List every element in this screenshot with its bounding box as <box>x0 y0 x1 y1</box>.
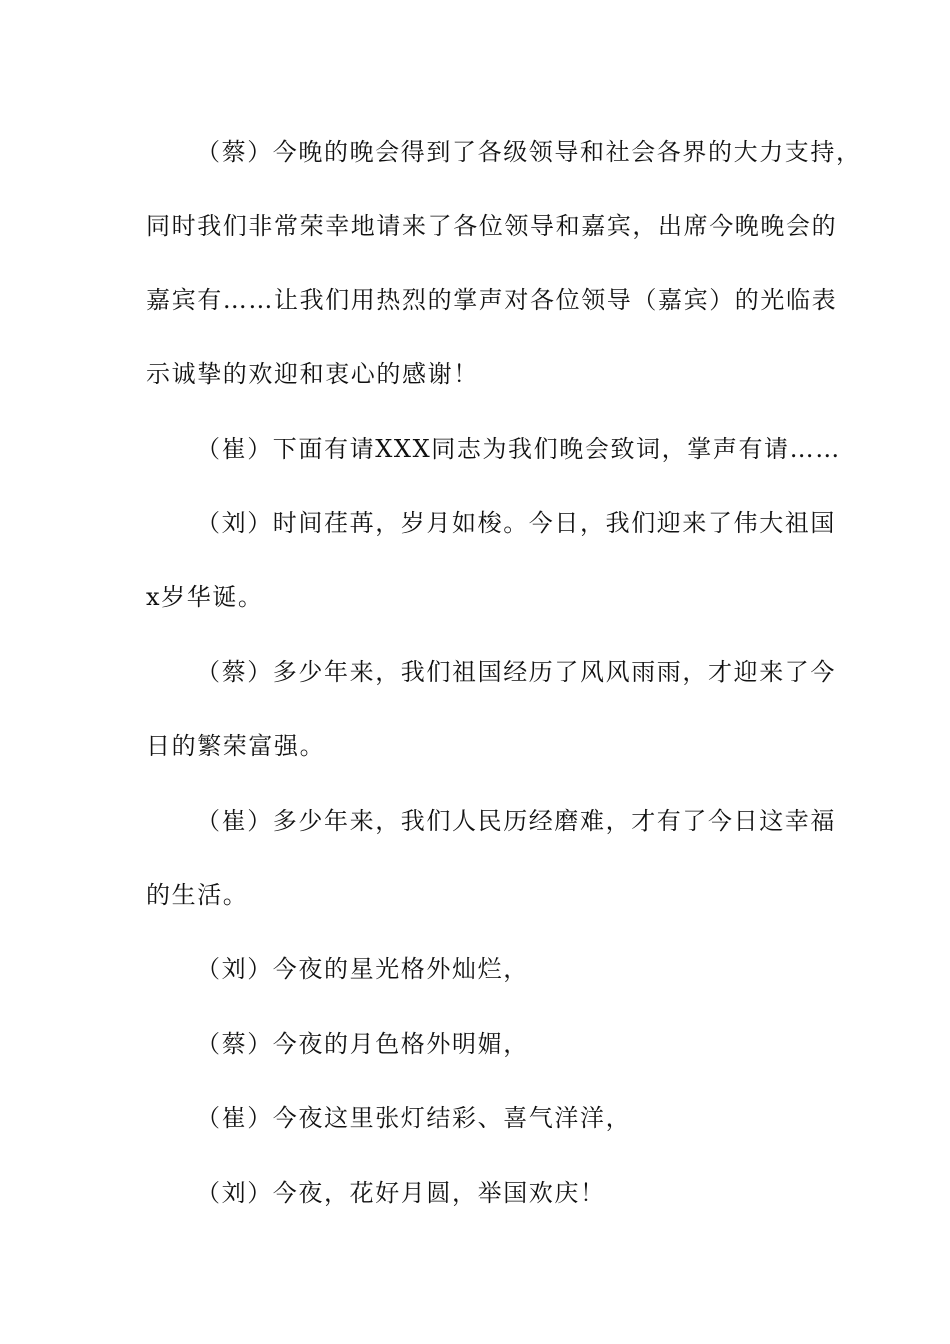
paragraph-line: （刘）今夜的星光格外灿烂， <box>196 955 529 983</box>
paragraph-line: x岁华诞。 <box>146 583 264 611</box>
paragraph-line: （崔）多少年来，我们人民历经磨难，才有了今日这幸福 <box>196 807 836 835</box>
paragraph-line: （蔡）多少年来，我们祖国经历了风风雨雨，才迎来了今 <box>196 658 836 686</box>
paragraph-line: 日的繁荣富强。 <box>146 732 326 760</box>
paragraph-line: （刘）今夜，花好月圆，举国欢庆！ <box>196 1179 606 1207</box>
paragraph-line: 示诚挚的欢迎和衷心的感谢！ <box>146 360 479 388</box>
paragraph-line: （崔）今夜这里张灯结彩、喜气洋洋， <box>196 1104 632 1132</box>
paragraph-line: 的生活。 <box>146 881 249 909</box>
paragraph-line: （蔡）今晚的晚会得到了各级领导和社会各界的大力支持， <box>196 138 862 166</box>
paragraph-line: （崔）下面有请XXX同志为我们晚会致词，掌声有请…… <box>196 435 841 463</box>
paragraph-line: （刘）时间荏苒，岁月如梭。今日，我们迎来了伟大祖国 <box>196 509 836 537</box>
paragraph-line: （蔡）今夜的月色格外明媚， <box>196 1030 529 1058</box>
paragraph-line: 同时我们非常荣幸地请来了各位领导和嘉宾，出席今晚晚会的 <box>146 212 838 240</box>
paragraph-line: 嘉宾有……让我们用热烈的掌声对各位领导（嘉宾）的光临表 <box>146 286 838 314</box>
